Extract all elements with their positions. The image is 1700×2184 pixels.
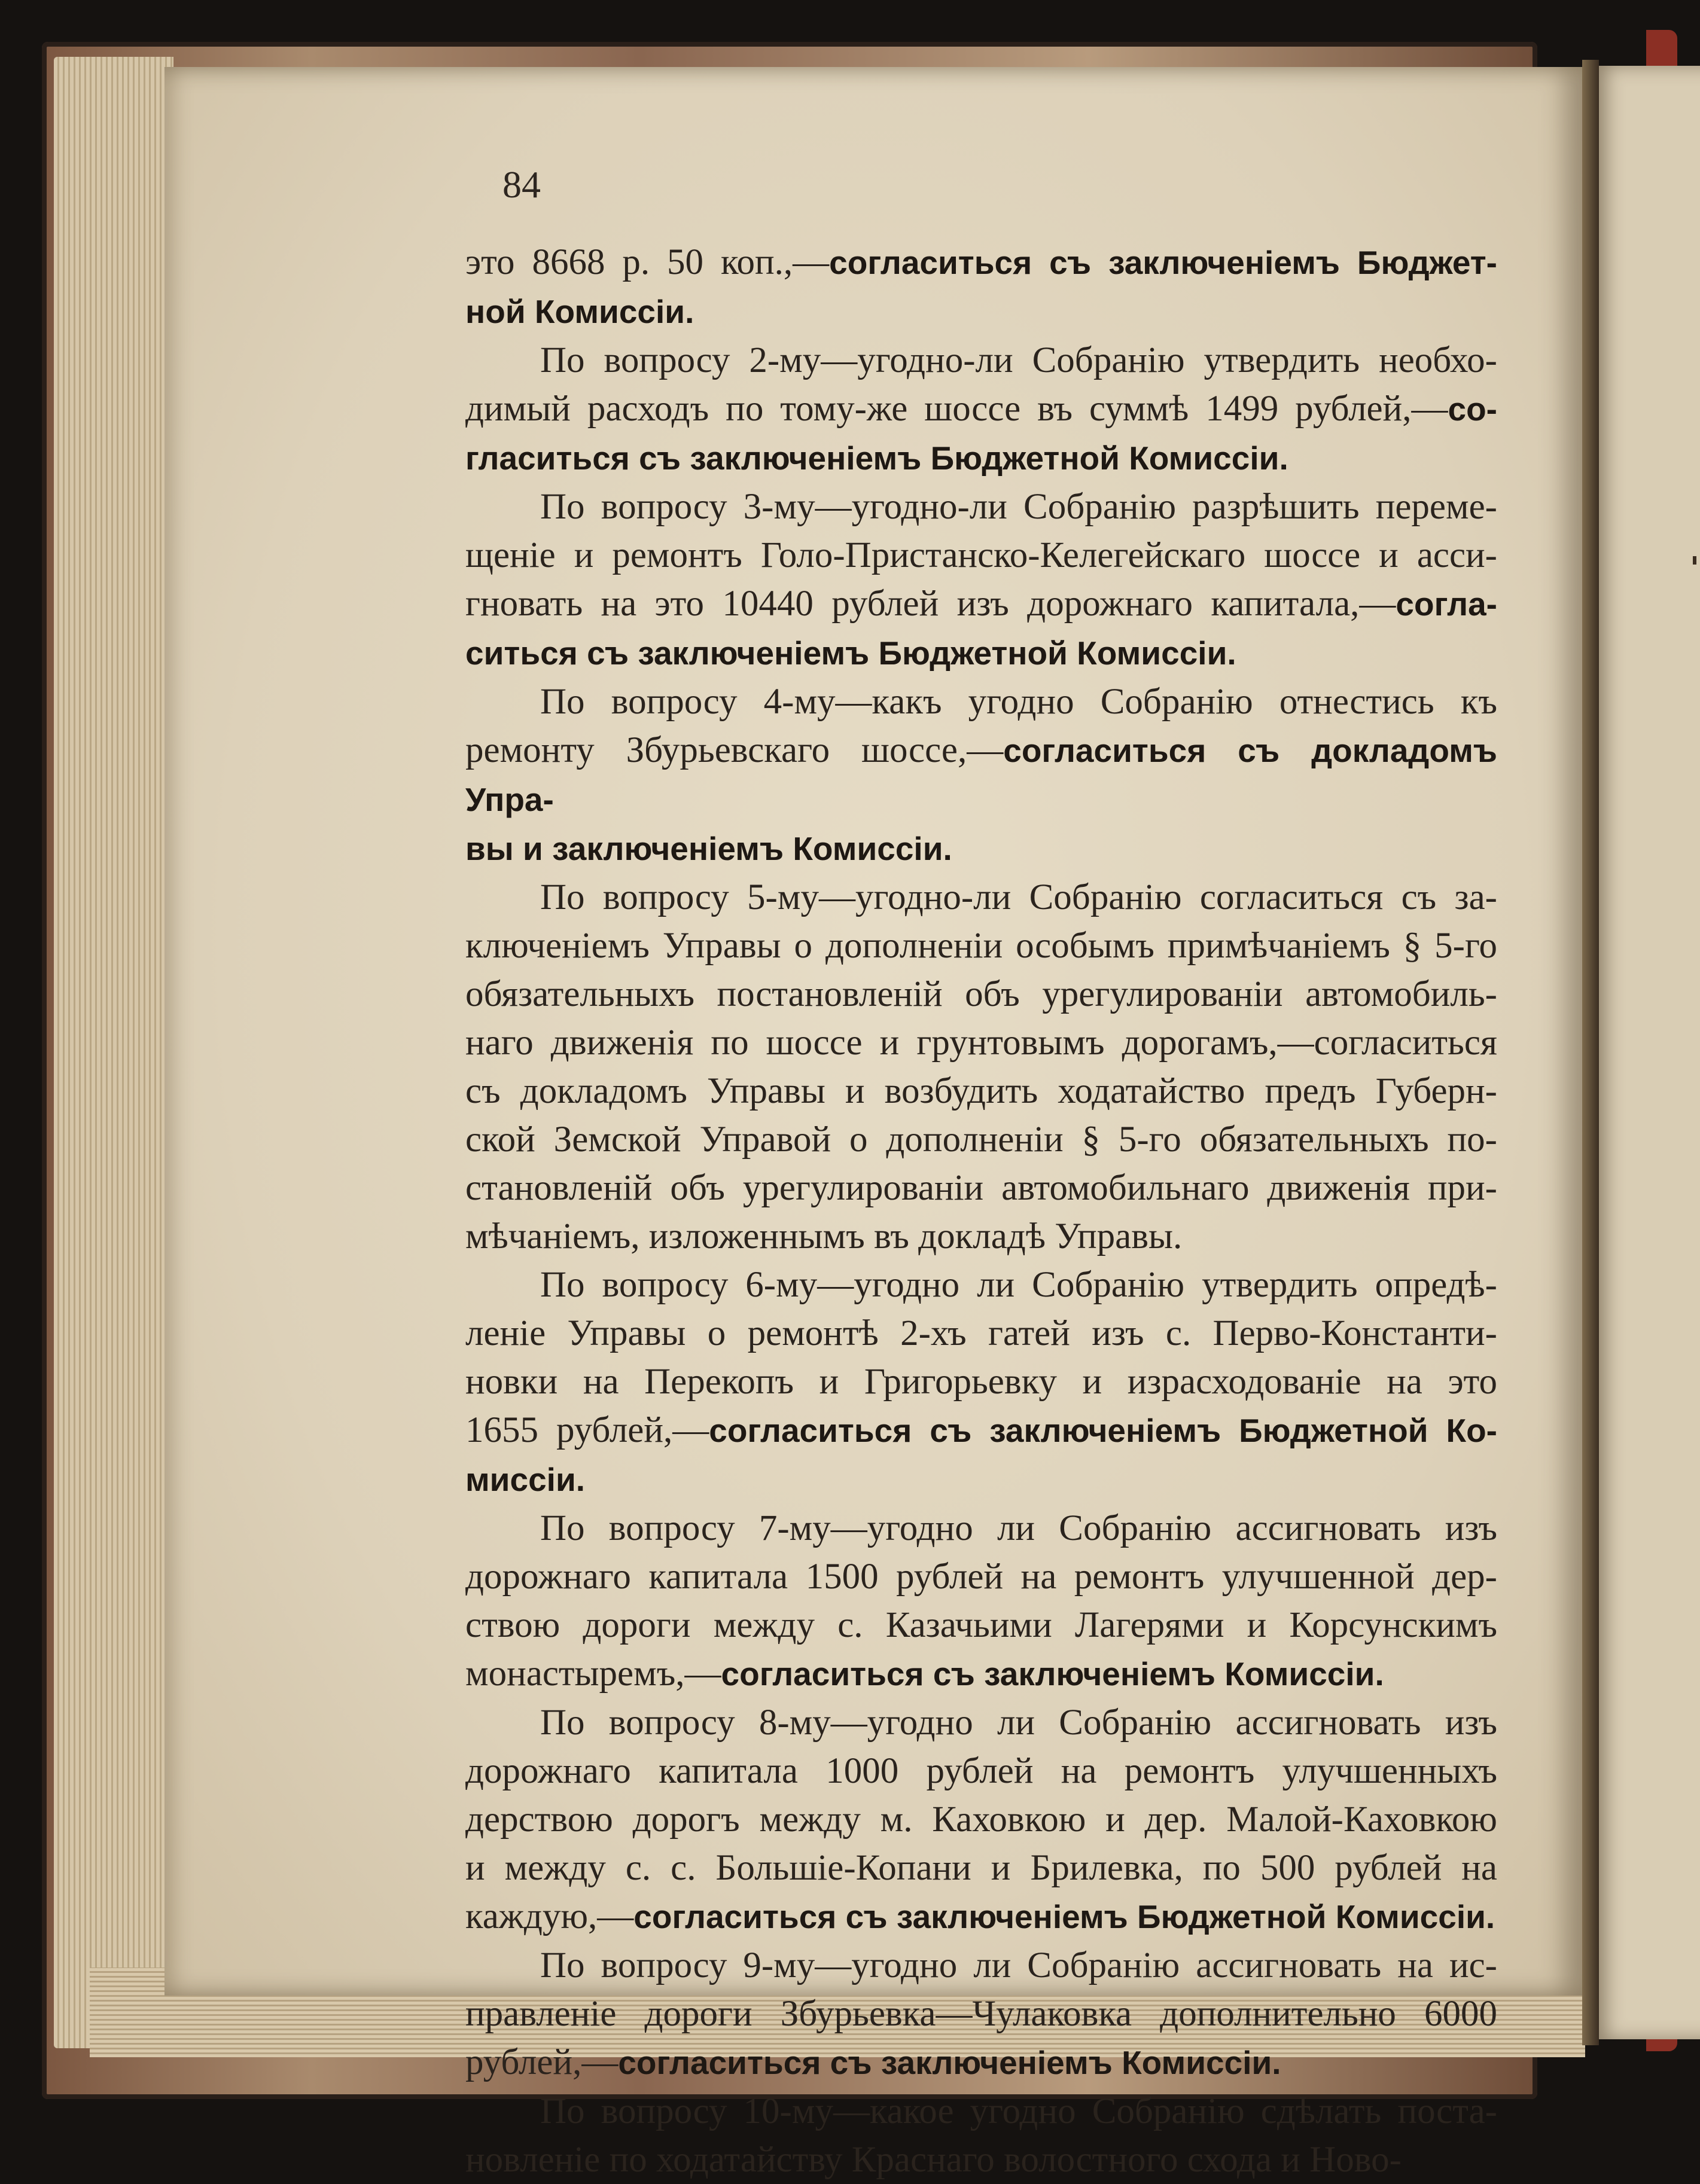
page-number: 84 <box>502 163 541 206</box>
paragraph <box>465 2087 1497 2184</box>
text-segment: новленіе по ходатайству Краснаго волостного схода и Ново- <box>465 2140 1402 2180</box>
text-line <box>465 434 1497 483</box>
text-line <box>465 1309 1497 1358</box>
text-line <box>465 1941 1497 1990</box>
text-line <box>465 336 1497 385</box>
text-line <box>465 1795 1497 1844</box>
text-segment: дерствою дорогъ между м. Каховкою и дер. Малой-Каховкою <box>465 1799 1497 1840</box>
paragraph <box>465 1261 1497 1504</box>
text-line <box>465 873 1497 922</box>
text-line <box>465 1261 1497 1309</box>
edge-mark <box>1693 556 1696 565</box>
text-line <box>465 1649 1497 1698</box>
bold-segment: согла- <box>1396 585 1497 623</box>
text-line <box>465 1455 1497 1504</box>
text-segment: наго движенія по шоссе и грунтовымъ дорогамъ,—согласиться <box>465 1023 1497 1063</box>
text-segment: По вопросу 8-му—угодно ли Собранію ассигновать изъ <box>540 1703 1497 1743</box>
paragraph <box>465 336 1497 483</box>
text-segment: и между с. с. Большіе-Копани и Брилевка, по 500 рублей на <box>465 1848 1497 1888</box>
text-line <box>465 970 1497 1018</box>
bold-segment: вы и заключеніемъ Комиссіи. <box>465 830 952 867</box>
bold-segment: со- <box>1448 391 1497 428</box>
text-segment: По вопросу 7-му—угодно ли Собранію ассигновать изъ <box>540 1508 1497 1548</box>
paragraph <box>465 678 1497 873</box>
text-line <box>465 2087 1497 2136</box>
text-line <box>465 1164 1497 1212</box>
text-line <box>465 385 1497 434</box>
bold-segment: согласиться съ заключеніемъ Комиссіи. <box>721 1655 1384 1692</box>
text-line <box>465 726 1497 824</box>
text-segment: ремонту Збурьевскаго шоссе,— <box>465 730 1004 770</box>
text-line <box>465 1552 1497 1601</box>
text-segment: каждую,— <box>465 1896 634 1936</box>
bold-segment: ной Комиссіи. <box>465 293 694 330</box>
page-gutter <box>1582 60 1599 2045</box>
text-segment: съ докладомъ Управы и возбудить ходатайство предъ Губерн- <box>465 1071 1497 1111</box>
bold-segment: согласиться съ заключеніемъ Комиссіи. <box>618 2044 1281 2081</box>
text-segment: ствою дороги между с. Казачьими Лагерями и Корсунскимъ <box>465 1605 1497 1645</box>
bold-segment: миссіи. <box>465 1461 586 1498</box>
text-line <box>465 1018 1497 1067</box>
bold-segment: согласиться съ докладомъ Упра- <box>465 732 1497 818</box>
text-line <box>465 1990 1497 2038</box>
text-segment: По вопросу 2-му—угодно-ли Собранію утвердить необхо- <box>540 340 1497 380</box>
text-segment: По вопросу 9-му—угодно ли Собранію ассигновать на ис- <box>540 1945 1497 1985</box>
text-line <box>465 1406 1497 1455</box>
text-line <box>465 1504 1497 1552</box>
bold-segment: гласиться съ заключеніемъ Бюджетной Комиссіи. <box>465 440 1288 477</box>
paragraph <box>465 238 1497 336</box>
text-line <box>465 2038 1497 2087</box>
text-line <box>465 678 1497 726</box>
facing-page <box>1591 66 1700 2039</box>
text-segment: монастыремъ,— <box>465 1654 721 1694</box>
text-line <box>465 922 1497 970</box>
text-segment: По вопросу 10-му—какое угодно Собранію сдѣлать поста- <box>540 2091 1497 2131</box>
paragraph <box>465 1698 1497 1941</box>
text-line <box>465 1601 1497 1649</box>
text-segment: новки на Перекопъ и Григорьевку и израсходованіе на это <box>465 1362 1497 1402</box>
text-segment: леніе Управы о ремонтѣ 2-хъ гатей изъ с. Перво-Константи- <box>465 1313 1497 1353</box>
text-segment: гновать на это 10440 рублей изъ дорожнаго капитала,— <box>465 584 1396 624</box>
bold-segment: согласиться съ заключеніемъ Бюджетной Комиссіи. <box>633 1898 1495 1935</box>
text-segment: 1655 рублей,— <box>465 1410 709 1450</box>
paragraph <box>465 483 1497 678</box>
text-line <box>465 1892 1497 1941</box>
text-segment: По вопросу 5-му—угодно-ли Собранію согласиться съ за- <box>540 877 1497 917</box>
text-segment: становленій объ урегулированіи автомобильнаго движенія при- <box>465 1168 1497 1208</box>
text-line <box>465 1698 1497 1747</box>
text-segment: это 8668 р. 50 коп.,— <box>465 242 830 282</box>
text-segment: дорожнаго капитала 1500 рублей на ремонтъ улучшенной дер- <box>465 1557 1497 1597</box>
text-line <box>465 1212 1497 1261</box>
text-segment: дорожнаго капитала 1000 рублей на ремонтъ улучшенныхъ <box>465 1751 1497 1791</box>
text-segment: ключеніемъ Управы о дополненіи особымъ примѣчаніемъ § 5-го <box>465 926 1497 966</box>
text-segment: правленіе дороги Збурьевка—Чулаковка дополнительно 6000 <box>465 1994 1497 2034</box>
text-line <box>465 1067 1497 1115</box>
text-segment: По вопросу 4-му—какъ угодно Собранію отнестись къ <box>540 682 1497 722</box>
text-line <box>465 1844 1497 1892</box>
text-segment: мѣчаніемъ, изложеннымъ въ докладѣ Управы. <box>465 1216 1183 1256</box>
text-line <box>465 824 1497 873</box>
text-segment: обязательныхъ постановленій объ урегулированіи автомобиль- <box>465 974 1497 1014</box>
text-line <box>465 483 1497 531</box>
page-text <box>465 238 1497 2184</box>
text-segment: димый расходъ по тому-же шоссе въ суммѣ 1499 рублей,— <box>465 389 1448 429</box>
bold-segment: ситься съ заключеніемъ Бюджетной Комиссіи. <box>465 635 1236 672</box>
text-segment: ской Земской Управой о дополненіи § 5-го обязательныхъ по- <box>465 1120 1497 1160</box>
text-segment: По вопросу 3-му—угодно-ли Собранію разрѣшить переме- <box>540 487 1497 527</box>
text-segment: По вопросу 6-му—угодно ли Собранію утвердить опредѣ- <box>540 1265 1497 1305</box>
text-line <box>465 2136 1497 2184</box>
bold-segment: согласиться съ заключеніемъ Бюджет- <box>829 244 1497 281</box>
text-line <box>465 1115 1497 1164</box>
paragraph <box>465 873 1497 1261</box>
text-segment: рублей,— <box>465 2042 619 2082</box>
paragraph <box>465 1504 1497 1698</box>
text-line <box>465 1358 1497 1406</box>
text-line <box>465 238 1497 287</box>
text-segment: щеніе и ремонтъ Голо-Пристанско-Келегейскаго шоссе и асси- <box>465 535 1497 575</box>
bold-segment: согласиться съ заключеніемъ Бюджетной Ко- <box>709 1412 1497 1449</box>
text-line <box>465 629 1497 678</box>
text-line <box>465 1747 1497 1795</box>
text-line <box>465 579 1497 629</box>
paragraph <box>465 1941 1497 2087</box>
text-line <box>465 531 1497 579</box>
text-line <box>465 287 1497 336</box>
page-edges-left <box>54 57 173 2048</box>
